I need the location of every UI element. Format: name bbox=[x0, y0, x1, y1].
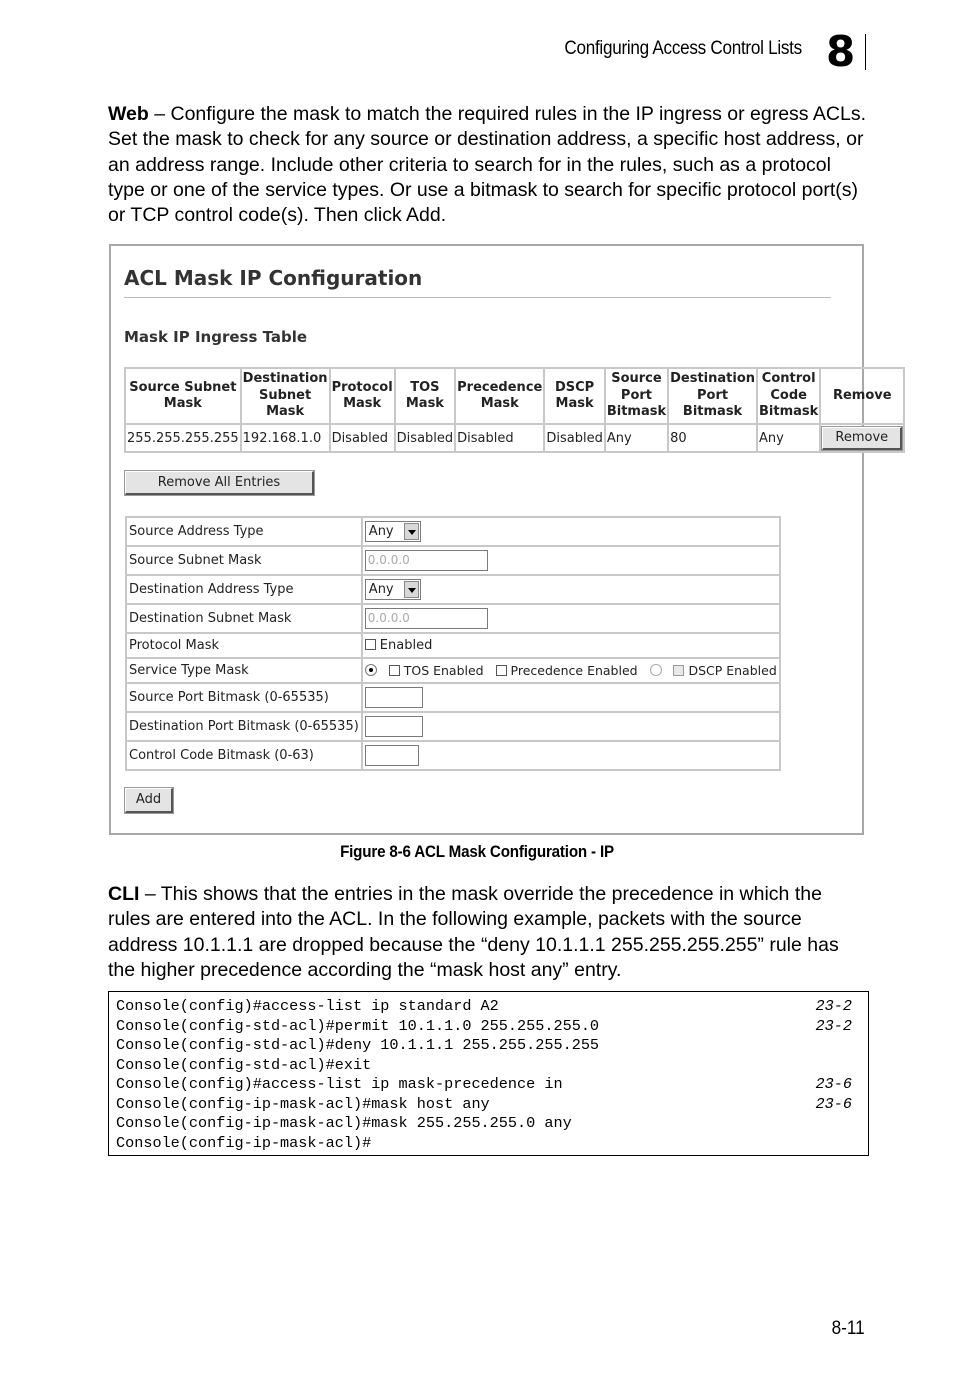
table-cell: Any bbox=[757, 424, 820, 452]
form-cell bbox=[362, 741, 780, 770]
form-cell bbox=[362, 712, 780, 741]
column-header: Remove bbox=[820, 368, 904, 424]
source-address-type-select[interactable] bbox=[365, 521, 421, 542]
code-line bbox=[116, 997, 868, 1017]
cli-paragraph bbox=[108, 882, 868, 983]
protocol-mask-checkbox[interactable] bbox=[365, 639, 376, 650]
column-header: Source Subnet Mask bbox=[125, 368, 241, 424]
cli-lead: CLI bbox=[108, 883, 140, 905]
table-cell: Any bbox=[605, 424, 668, 452]
code-reference: 23-6 bbox=[815, 1075, 852, 1093]
table-cell: Disabled bbox=[395, 424, 455, 452]
code-reference: 23-6 bbox=[815, 1094, 852, 1113]
mask-ip-ingress-table bbox=[124, 367, 905, 453]
code-text: Console(config-ip-mask-acl)#mask 255.255.255.0 any bbox=[116, 1114, 572, 1132]
checkbox-label: TOS Enabled bbox=[403, 663, 484, 678]
form-cell bbox=[362, 683, 780, 712]
column-header: Control Code Bitmask bbox=[757, 368, 820, 424]
web-paragraph bbox=[108, 102, 868, 228]
column-header: Destination Port Bitmask bbox=[668, 368, 757, 424]
code-text: Console(config-ip-mask-acl)# bbox=[116, 1133, 372, 1152]
source-port-bitmask-input[interactable] bbox=[365, 687, 423, 708]
code-line bbox=[116, 1134, 868, 1154]
code-text: Console(config)#access-list ip mask-precedence in bbox=[116, 1075, 563, 1093]
code-reference: 23-2 bbox=[815, 997, 852, 1015]
form-row bbox=[126, 604, 780, 633]
column-header: DSCP Mask bbox=[544, 368, 604, 424]
form-cell bbox=[362, 517, 780, 546]
source-subnet-mask-label: Source Subnet Mask bbox=[126, 546, 362, 575]
table-cell: Disabled bbox=[330, 424, 395, 452]
code-line bbox=[116, 1114, 868, 1134]
form-row bbox=[126, 683, 780, 712]
form-cell bbox=[362, 658, 780, 683]
code-text: Console(config-std-acl)#deny 10.1.1.1 255.255.255.255 bbox=[116, 1036, 600, 1054]
column-header: TOS Mask bbox=[395, 368, 455, 424]
column-header: Destination Subnet Mask bbox=[241, 368, 330, 424]
select-value: Any bbox=[368, 582, 394, 597]
form-row bbox=[126, 658, 780, 683]
remove-all-entries-button[interactable]: Remove All Entries bbox=[125, 471, 314, 495]
chapter-number: 8 bbox=[826, 27, 856, 76]
code-line bbox=[116, 1075, 868, 1095]
column-header: Precedence Mask bbox=[455, 368, 544, 424]
service-type-mask-label: Service Type Mask bbox=[126, 658, 362, 683]
form-row bbox=[126, 517, 780, 546]
form-row bbox=[126, 741, 780, 770]
source-address-type-label: Source Address Type bbox=[126, 517, 362, 546]
form-cell bbox=[362, 604, 780, 633]
code-text: Console(config-ip-mask-acl)#mask host any bbox=[116, 1094, 490, 1113]
tos-enabled-checkbox[interactable] bbox=[389, 665, 400, 676]
remove-button[interactable]: Remove bbox=[822, 427, 902, 450]
code-line bbox=[116, 1095, 868, 1115]
code-reference: 23-2 bbox=[815, 1016, 852, 1035]
destination-subnet-mask-label: Destination Subnet Mask bbox=[126, 604, 362, 633]
checkbox-label: DSCP Enabled bbox=[688, 663, 777, 678]
dropdown-arrow-icon bbox=[404, 523, 419, 540]
code-line bbox=[116, 1056, 868, 1076]
title-divider bbox=[124, 297, 831, 298]
form-row bbox=[126, 546, 780, 575]
protocol-mask-label: Protocol Mask bbox=[126, 633, 362, 658]
running-header: Configuring Access Control Lists bbox=[564, 38, 802, 59]
source-subnet-mask-input[interactable]: 0.0.0.0 bbox=[365, 550, 488, 571]
destination-port-bitmask-label: Destination Port Bitmask (0-65535) bbox=[126, 712, 362, 741]
form-cell bbox=[362, 633, 780, 658]
code-line bbox=[116, 1036, 868, 1056]
dscp-enabled-checkbox[interactable] bbox=[673, 665, 684, 676]
table-cell: 192.168.1.0 bbox=[241, 424, 330, 452]
select-value: Any bbox=[368, 524, 394, 539]
table-cell bbox=[820, 424, 904, 452]
cli-code-block bbox=[108, 991, 869, 1156]
acl-mask-ip-screenshot bbox=[109, 244, 892, 835]
mask-entry-form bbox=[125, 516, 781, 771]
table-cell: 80 bbox=[668, 424, 757, 452]
table-header-row bbox=[125, 368, 904, 424]
add-button[interactable]: Add bbox=[125, 788, 173, 813]
precedence-enabled-checkbox[interactable] bbox=[496, 665, 507, 676]
chapter-divider bbox=[865, 34, 866, 70]
code-line bbox=[116, 1017, 868, 1037]
service-type-tos-precedence-radio[interactable] bbox=[365, 664, 377, 676]
control-code-bitmask-input[interactable] bbox=[365, 745, 419, 766]
code-text: Console(config)#access-list ip standard A2 bbox=[116, 997, 499, 1015]
form-row bbox=[126, 575, 780, 604]
figure-caption: Figure 8-6 ACL Mask Configuration - IP bbox=[340, 843, 614, 861]
checkbox-label: Precedence Enabled bbox=[510, 663, 638, 678]
web-lead: Web bbox=[108, 103, 149, 125]
column-header: Source Port Bitmask bbox=[605, 368, 668, 424]
destination-port-bitmask-input[interactable] bbox=[365, 716, 423, 737]
destination-address-type-label: Destination Address Type bbox=[126, 575, 362, 604]
column-header: Protocol Mask bbox=[330, 368, 395, 424]
table-title: Mask IP Ingress Table bbox=[124, 328, 308, 346]
table-cell: 255.255.255.255 bbox=[125, 424, 241, 452]
control-code-bitmask-label: Control Code Bitmask (0-63) bbox=[126, 741, 362, 770]
cli-text: – This shows that the entries in the mask override the precedence in which the rules are entered into the ACL. In the following example, packets with the source address 10.1.1.1 are dropped because the “deny 10.1.1.1 255.255.255.255” rule has the higher precedence according the “mask host any” entry. bbox=[108, 883, 839, 981]
table-cell: Disabled bbox=[455, 424, 544, 452]
checkbox-label: Enabled bbox=[379, 638, 433, 653]
source-port-bitmask-label: Source Port Bitmask (0-65535) bbox=[126, 683, 362, 712]
form-cell bbox=[362, 575, 780, 604]
service-type-dscp-radio[interactable] bbox=[650, 664, 662, 676]
form-cell bbox=[362, 546, 780, 575]
dropdown-arrow-icon bbox=[404, 581, 419, 598]
table-row bbox=[125, 424, 904, 452]
form-row bbox=[126, 633, 780, 658]
page-number: 8-11 bbox=[832, 1318, 865, 1339]
destination-subnet-mask-input[interactable]: 0.0.0.0 bbox=[365, 608, 488, 629]
table-cell: Disabled bbox=[544, 424, 604, 452]
form-row bbox=[126, 712, 780, 741]
web-text: – Configure the mask to match the required rules in the IP ingress or egress ACLs. Set the mask to check for any source or destination address, a specific host address, or an address range. Include other criteria to search for in the rules, such as a protocol type or one of the service types. Or use a bitmask to search for specific protocol port(s) or TCP control code(s). Then click Add. bbox=[108, 103, 866, 227]
code-text: Console(config-std-acl)#permit 10.1.1.0 255.255.255.0 bbox=[116, 1016, 600, 1035]
page-title: ACL Mask IP Configuration bbox=[124, 266, 423, 290]
code-text: Console(config-std-acl)#exit bbox=[116, 1055, 372, 1074]
destination-address-type-select[interactable] bbox=[365, 579, 421, 600]
